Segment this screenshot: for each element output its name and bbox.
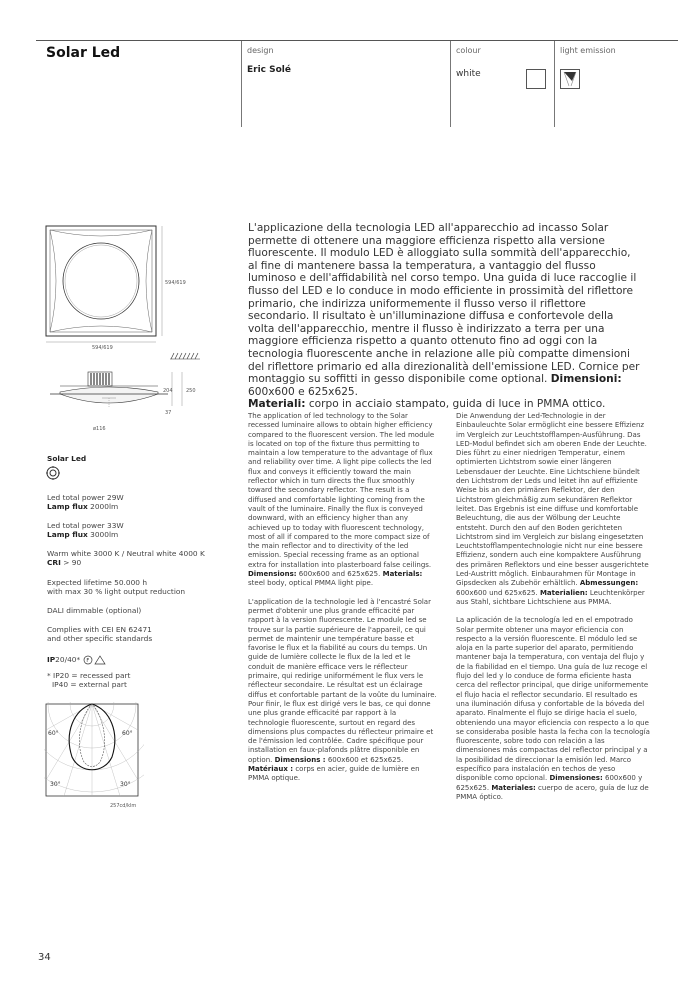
spec-title: Solar Led — [47, 454, 87, 463]
text-column-left — [248, 412, 438, 793]
spanish-dimensions-label: Dimensiones: — [549, 774, 603, 783]
spec-group-5 — [47, 625, 227, 644]
product-name: Solar Led — [46, 45, 121, 61]
ip-note-1: * IP20 = recessed part — [47, 671, 131, 680]
description-italian — [248, 222, 643, 411]
polar-units-label: 257cd/klm — [110, 803, 137, 809]
spec-group-2 — [47, 521, 227, 540]
italian-materials-value: corpo in acciaio stampato, guida di luce in PMMA ottico. — [305, 398, 606, 411]
colour-value: white — [456, 69, 481, 79]
ip-notes — [47, 671, 227, 690]
dim-250-label: 250 — [186, 388, 196, 394]
english-materials-label: Materials: — [382, 570, 423, 579]
lifetime-line-1: Expected lifetime 50.000 h — [47, 578, 148, 587]
divider — [241, 41, 242, 127]
spec-group-3 — [47, 549, 227, 568]
spec-group-1 — [47, 493, 227, 512]
dim-bottom-label: 594/619 — [92, 345, 113, 351]
lifetime-line-2: with max 30 % light output reduction — [47, 587, 186, 597]
german-dimensions-label: Abmessungen: — [579, 579, 639, 588]
colour-temperatures: Warm white 3000 K / Neutral white 4000 K — [47, 549, 205, 558]
flux-2-label: Lamp flux — [47, 530, 88, 540]
design-label: design — [247, 46, 274, 55]
french-body: L'application de la technologie led à l'encastré Solar permet d'obtenir une plus grande efficacité par rapport à la version fluorescente. Le module led se trouve sur la partie supérieure de l'appareil, ce qui permet de maintenir une température basse et favorise le flux et la fiabilité au cours du temps. Un guide de lumière collecte le flux de la led et le conduit de manière efficace vers le réflecteur primaire, qui redirige uniformément le flux vers le réflecteur secondaire. Le résultat est un éclairage diffus et confortable partant de la voûte du luminaire. Pour finir, le flux est dirigé vers le bas, ce qui donne une plus grande efficacité par rapport à la technologie fluorescente, surtout en regard des dimensions plus compactes du réflecteur primaire et de l'émission led contrôlée. Cadre spécifique pour installation en faux-plafonds plâtre disponible en option. — [248, 597, 437, 764]
light-emission-label: light emission — [560, 46, 616, 55]
divider — [554, 41, 555, 127]
french-dimensions-label: Dimensions : — [274, 755, 326, 764]
german-materials-label: Materialien: — [539, 588, 588, 597]
german-dimensions-value: 600x600 und 625x625. — [456, 588, 538, 597]
description-german — [456, 412, 650, 607]
italian-body: L'applicazione della tecnologia LED all'apparecchio ad incasso Solar permette di ottenere una maggiore efficienza rispetto alla versione fluorescente. Il modulo LED è alloggiato sulla sommità dell'apparecchio, al fine di mantenere bassa la temperatura, a vantaggio del flusso luminoso e dell'affidabilità nel corso tempo. Una guida di luce raccoglie il flusso del LED e lo conduce in modo efficiente in prossimità del riflettore primario, che indirizza uniformemente il flusso verso il riflettore secondario. Il risultato è un'illuminazione diffusa e confortevole della volta dell'apparecchio, mentre il flusso è indirizzato a terra per una maggiore efficienza rispetto a quanto ottenuto fino ad oggi con la tecnologia fluorescente anche in relazione alle più compatte dimensioni del riflettore primario ed alla direzionalità dell'emissione LED. Cornice per montaggio su soffitti in gesso disponibile come optional. — [248, 222, 640, 386]
spec-group-4 — [47, 578, 227, 597]
top-view-drawing — [40, 222, 190, 357]
side-view-drawing — [40, 350, 200, 435]
page-number: 34 — [38, 952, 51, 963]
power-1: Led total power 29W — [47, 493, 124, 502]
german-body: Die Anwendung der Led-Technologie in der Einbauleuchte Solar ermöglicht eine bessere Effizienz im Vergleich zur Leuchtstofflampen-Ausführung. Das LED-Modul befindet sich am oberen Ende der Leuchte. Dies führt zu einer niedrigen Temperatur, einem optimierten Lichtstrom sowie einer längeren Lebensdauer der Leuchte. Eine Lichtschiene bündelt den Lichtstrom der Leds und leitet ihn auf effiziente Weise bis an den primären Reflektor, der den Lichtstrom gleichmäßig zum sekundären Reflektor leitet. Das Ergebnis ist eine diffuse und komfortable Beleuchtung, die aus der Wölbung der Leuchte entsteht. Durch den auf den Boden gerichteten Lichtstrom sind im Vergleich zur bislang eingesetzten Leuchtstofflampentechnologie nicht nur eine bessere Effizienz, sondern auch eine kompaktere Ausführung des primären Reflektors und eine besser ausgerichtete Led-Austritt möglich. Einbaurahmen für Montage in Gipsdecken als Zubehör erhältlich. — [456, 412, 649, 588]
dim-37-label: 37 — [165, 410, 172, 416]
complies-line-2: and other specific standards — [47, 634, 153, 644]
ceiling-hatch-icon — [170, 353, 200, 359]
cri-label: CRI — [47, 558, 61, 568]
header-table — [36, 40, 678, 127]
text-column-right — [456, 412, 650, 811]
italian-materials-label: Materiali: — [248, 398, 306, 411]
flux-2-value: 3000lm — [87, 530, 119, 540]
description-spanish — [456, 616, 650, 802]
english-dimensions-label: Dimensions: — [248, 570, 297, 579]
french-materials-label: Matériaux : — [248, 764, 294, 773]
polar-angle-left-60: 60° — [48, 730, 59, 737]
svg-text:F: F — [85, 658, 89, 664]
divider — [450, 41, 451, 127]
italian-dimensions-value: 600x600 e 625x625. — [248, 385, 359, 398]
dim-diameter-label: ø116 — [93, 426, 106, 432]
spanish-dimensions-value: 600x600 y 625x625. — [456, 774, 643, 792]
polar-angle-right-30: 30° — [120, 781, 131, 788]
french-materials-value: corps en acier, guide de lumière en PMMA optique. — [248, 764, 420, 783]
spanish-body: La aplicación de la tecnología led en el empotrado Solar permite obtener una mayor eficiencia con respecto a la versión fluorescente. El módulo led se aloja en la parte superior del aparato, permitiendo mantener baja la temperatura, con ventaja del flujo y de la fiabilidad en el tiempo. Una guía de luz recoge el flujo del led y lo conduce de forma eficiente hasta cerca del reflector principal, que dirige uniformemente el flujo hacia el reflector secundario. El resultado es una iluminación difusa y confortable de la bóveda del aparato. Finalmente el flujo se dirige hacia el suelo, obteniendo una mayor eficiencia con respecto a lo que se consideraba posible hasta la fecha con la tecnología fluorescente, sobre todo con relación a las dimensiones más compactas del reflector principal y a la posibilidad de direccionar la emisión led. Marco específico para instalación en techos de yeso disponible como opcional. — [456, 616, 650, 783]
polar-angle-left-30: 30° — [50, 781, 61, 788]
flux-1-label: Lamp flux — [47, 502, 88, 512]
dim-204-label: 204 — [163, 388, 173, 394]
led-module-icon — [46, 466, 60, 480]
description-english — [248, 412, 438, 589]
spanish-materials-label: Materiales: — [491, 783, 536, 792]
english-body: The application of led technology to the Solar recessed luminaire allows to obtain higher efficiency compared to the fluorescent version. The led module is located on top of the fixture thus permitting to maintain a low temperature to the advantage of flux and reliability over time. A light pipe collects the led flux and conveys it efficiently toward the main reflector which in turn directs the flux smoothly toward the secondary reflector. The result is a diffused and comfortable lighting coming from the vault of the luminaire. Finally the flux is conveyed downward, with an efficiency higher than any achieved up to today with fluorescent technology, most of all if compared to the more compact size of the main reflector and to directivity of the led emission. Special recessing frame as an optional extra for installation into plasterboard false ceilings. — [248, 412, 435, 569]
ip-value: 20/40* — [55, 655, 81, 664]
cri-value: > 90 — [60, 558, 82, 568]
white-swatch — [526, 69, 546, 89]
polar-light-distribution-diagram — [44, 702, 144, 814]
certification-icons — [83, 655, 109, 665]
french-dimensions-value: 600x600 et 625x625. — [325, 755, 404, 764]
designer-name: Eric Solé — [247, 65, 291, 75]
dim-side-label: 594/619 — [165, 280, 186, 286]
dali-note: DALI dimmable (optional) — [47, 606, 142, 615]
power-2: Led total power 33W — [47, 521, 124, 530]
ip-note-2: IP40 = external part — [52, 680, 127, 690]
ip-label: IP — [47, 655, 56, 664]
colour-label: colour — [456, 46, 481, 55]
light-emission-icon — [560, 69, 580, 89]
description-french — [248, 598, 438, 784]
complies-line-1: Complies with CEI EN 62471 — [47, 625, 152, 634]
german-materials-value: Leuchtenkörper aus Stahl, sichtbare Lichtschiene aus PMMA. — [456, 588, 645, 606]
spanish-materials-value: cuerpo de acero, guía de luz de PMMA óptico. — [456, 783, 649, 801]
english-materials-value: steel body, optical PMMA light pipe. — [248, 579, 374, 588]
english-dimensions-value: 600x600 and 625x625. — [296, 570, 381, 579]
polar-angle-right-60: 60° — [122, 730, 133, 737]
italian-dimensions-label: Dimensioni: — [550, 373, 622, 386]
ip-rating — [47, 655, 227, 665]
flux-1-value: 2000lm — [87, 502, 119, 512]
